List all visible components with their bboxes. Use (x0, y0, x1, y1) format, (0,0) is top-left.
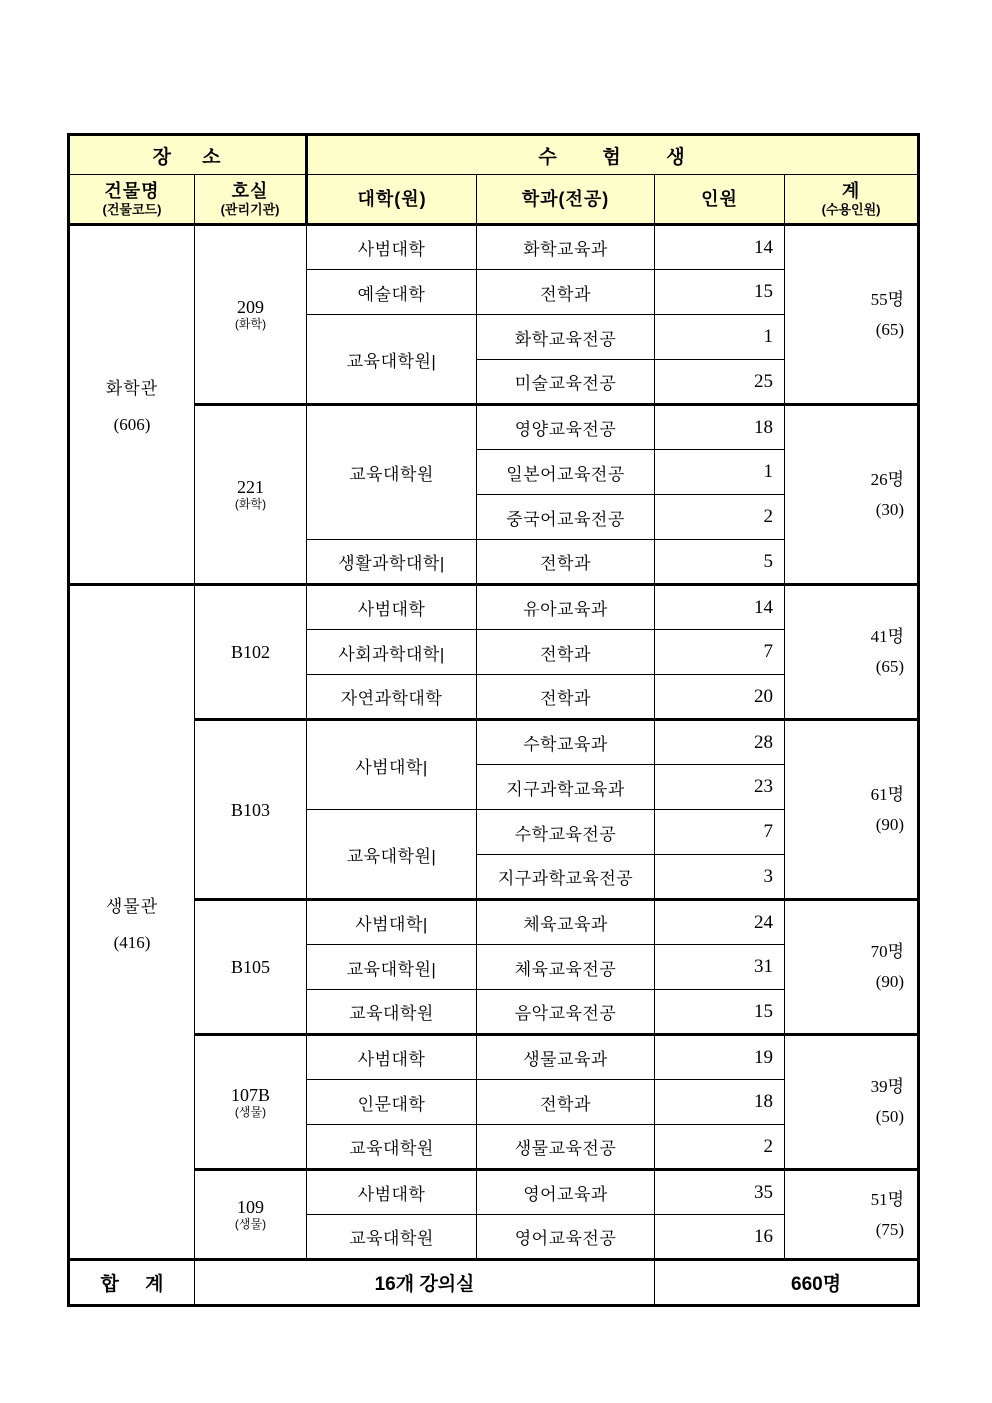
room-total-cell (785, 405, 919, 585)
col-header-room-sub: (관리기관) (220, 201, 280, 217)
room-total: 51명 (870, 1189, 905, 1209)
examinee-count: 25 (754, 370, 774, 392)
examinee-count: 23 (754, 776, 774, 797)
college-cell (307, 945, 477, 990)
college-name: 교육대학원| (346, 959, 437, 979)
col-header-dept-title: 학과(전공) (521, 188, 610, 209)
header-columns-row (69, 175, 919, 225)
count-cell (655, 1215, 785, 1260)
dept-cell (477, 540, 655, 585)
header-group-row (69, 135, 919, 175)
count-cell (655, 225, 785, 270)
room-capacity: (65) (875, 657, 905, 676)
college-name: 사범대학 (357, 240, 426, 259)
examinee-count: 14 (754, 596, 774, 618)
col-header-count (655, 175, 785, 225)
college-cell (307, 675, 477, 720)
examinee-count: 7 (763, 821, 774, 842)
room-total-cell (785, 720, 919, 900)
college-name: 예술대학 (357, 284, 426, 304)
col-header-total-title: 계 (841, 180, 861, 201)
room-total: 41명 (870, 627, 905, 646)
examinee-count: 15 (754, 1000, 774, 1022)
col-header-room-title: 호실 (231, 180, 269, 201)
examinee-count: 18 (754, 416, 774, 438)
room-capacity: (65) (875, 319, 905, 339)
table-row (69, 1035, 919, 1080)
room-total-cell (785, 225, 919, 405)
dept-name: 전학과 (540, 644, 591, 664)
college-cell (307, 540, 477, 585)
dept-name: 전학과 (540, 284, 591, 304)
dept-name: 미술교육전공 (514, 374, 617, 393)
dept-cell (477, 1080, 655, 1125)
dept-name: 생물교육전공 (514, 1139, 617, 1158)
dept-name: 전학과 (540, 689, 591, 708)
table-row (69, 225, 919, 270)
count-cell (655, 1080, 785, 1125)
room-total-cell (785, 1170, 919, 1260)
room-number: 209 (237, 297, 264, 317)
college-cell (307, 720, 477, 810)
college-cell (307, 1215, 477, 1260)
examinee-count: 1 (763, 461, 774, 482)
college-cell (307, 630, 477, 675)
dept-name: 전학과 (540, 1094, 591, 1114)
room-number: B102 (231, 642, 271, 662)
dept-cell (477, 495, 655, 540)
college-cell (307, 315, 477, 405)
count-cell (655, 900, 785, 945)
college-name: 교육대학원 (349, 1229, 434, 1248)
room-total: 61명 (870, 784, 905, 804)
room-number: B103 (231, 799, 271, 820)
count-cell (655, 945, 785, 990)
dept-cell (477, 990, 655, 1035)
room-number: 107B (231, 1084, 271, 1105)
footer-total-label: 합 계 (69, 1260, 195, 1306)
examinee-count: 2 (763, 1135, 774, 1157)
room-cell (195, 585, 307, 720)
college-cell (307, 1170, 477, 1215)
count-cell (655, 630, 785, 675)
college-name: 교육대학원 (349, 465, 434, 484)
room-total: 26명 (870, 469, 905, 489)
dept-cell (477, 855, 655, 900)
count-cell (655, 1035, 785, 1080)
examinee-count: 28 (754, 731, 774, 753)
room-capacity: (75) (875, 1219, 905, 1239)
footer-row (69, 1260, 919, 1306)
examinee-count: 5 (763, 550, 774, 572)
college-name: 사회과학대학| (338, 644, 445, 664)
count-cell (655, 360, 785, 405)
dept-cell (477, 810, 655, 855)
dept-name: 화학교육과 (523, 240, 608, 259)
dept-cell (477, 360, 655, 405)
room-note: (화학) (234, 317, 267, 331)
table-row (69, 585, 919, 630)
room-note: (생물) (234, 1104, 267, 1119)
room-total: 55명 (870, 289, 905, 309)
college-cell (307, 810, 477, 900)
exam-room-assignment-table (67, 133, 920, 1307)
dept-name: 지구과학교육전공 (497, 869, 634, 888)
room-cell (195, 405, 307, 585)
dept-cell (477, 945, 655, 990)
building-cell (69, 225, 195, 585)
college-name: 교육대학원 (349, 1139, 434, 1158)
table-footer (69, 1260, 919, 1306)
dept-name: 체육교육과 (523, 915, 608, 934)
examinee-count: 15 (754, 281, 774, 302)
dept-name: 영양교육전공 (514, 420, 617, 439)
dept-cell (477, 405, 655, 450)
room-total-cell (785, 900, 919, 1035)
college-cell (307, 900, 477, 945)
building-code: (416) (113, 932, 151, 952)
room-capacity: (50) (875, 1107, 905, 1126)
dept-cell (477, 1125, 655, 1170)
room-total-cell (785, 1035, 919, 1170)
room-cell (195, 900, 307, 1035)
count-cell (655, 855, 785, 900)
col-header-college (307, 175, 477, 225)
col-header-count-title: 인원 (701, 188, 738, 209)
dept-name: 일본어교육전공 (506, 464, 625, 484)
dept-name: 화학교육전공 (514, 329, 617, 349)
college-name: 교육대학원 (349, 1004, 434, 1023)
dept-cell (477, 630, 655, 675)
room-cell (195, 1035, 307, 1170)
table-row (69, 405, 919, 450)
room-cell (195, 225, 307, 405)
examinee-count: 14 (754, 236, 774, 258)
col-header-dept (477, 175, 655, 225)
dept-name: 영어교육과 (523, 1185, 608, 1204)
examinee-count: 35 (754, 1181, 774, 1203)
table-row (69, 720, 919, 765)
examinee-count: 2 (763, 506, 774, 527)
dept-cell (477, 1215, 655, 1260)
col-header-building-title: 건물명 (104, 180, 160, 201)
room-total: 39명 (870, 1077, 905, 1096)
count-cell (655, 990, 785, 1035)
dept-name: 수학교육과 (523, 735, 608, 754)
college-name: 사범대학| (355, 915, 428, 934)
room-capacity: (90) (875, 814, 905, 834)
dept-name: 지구과학교육과 (506, 779, 625, 799)
college-name: 인문대학 (357, 1094, 426, 1114)
table-row (69, 900, 919, 945)
examinee-count: 1 (763, 326, 774, 347)
room-cell (195, 1170, 307, 1260)
dept-cell (477, 900, 655, 945)
room-capacity: (90) (875, 972, 905, 991)
building-name: 생물관 (105, 896, 159, 916)
college-cell (307, 1035, 477, 1080)
count-cell (655, 315, 785, 360)
dept-cell (477, 270, 655, 315)
count-cell (655, 720, 785, 765)
count-cell (655, 1125, 785, 1170)
examinee-count: 19 (754, 1046, 774, 1068)
count-cell (655, 675, 785, 720)
dept-name: 영어교육전공 (514, 1229, 617, 1248)
examinee-count: 31 (754, 956, 774, 977)
dept-cell (477, 225, 655, 270)
building-cell (69, 585, 195, 1260)
college-cell (307, 585, 477, 630)
col-header-building-sub: (건물코드) (102, 201, 162, 217)
room-total-cell (785, 585, 919, 720)
header-examinee: 수 험 생 (307, 135, 919, 175)
room-capacity: (30) (875, 499, 905, 519)
header-place: 장 소 (69, 135, 307, 175)
col-header-college-title: 대학(원) (357, 188, 427, 209)
college-cell (307, 1125, 477, 1170)
dept-cell (477, 1035, 655, 1080)
dept-cell (477, 675, 655, 720)
college-cell (307, 1080, 477, 1125)
dept-name: 전학과 (540, 554, 591, 573)
room-number: 109 (237, 1197, 264, 1217)
dept-cell (477, 765, 655, 810)
count-cell (655, 270, 785, 315)
examinee-count: 3 (763, 865, 774, 887)
dept-name: 생물교육과 (523, 1050, 608, 1069)
footer-examinee-total: 660명 (655, 1260, 919, 1306)
dept-cell (477, 315, 655, 360)
count-cell (655, 450, 785, 495)
dept-name: 중국어교육전공 (506, 509, 625, 529)
college-cell (307, 405, 477, 540)
col-header-building (69, 175, 195, 225)
col-header-total (785, 175, 919, 225)
room-note: (생물) (234, 1217, 267, 1231)
college-name: 사범대학| (355, 757, 428, 777)
table-row (69, 1170, 919, 1215)
examinee-count: 7 (763, 641, 774, 662)
table-header (69, 135, 919, 225)
college-name: 사범대학 (357, 600, 426, 619)
count-cell (655, 810, 785, 855)
dept-cell (477, 1170, 655, 1215)
footer-room-count: 16개 강의실 (195, 1260, 655, 1306)
dept-name: 수학교육전공 (514, 824, 617, 844)
college-cell (307, 270, 477, 315)
count-cell (655, 765, 785, 810)
room-total: 70명 (870, 942, 905, 961)
examinee-count: 16 (754, 1225, 774, 1247)
count-cell (655, 495, 785, 540)
college-cell (307, 225, 477, 270)
count-cell (655, 405, 785, 450)
dept-cell (477, 450, 655, 495)
dept-name: 체육교육전공 (514, 959, 617, 979)
col-header-total-sub: (수용인원) (821, 201, 881, 217)
college-cell (307, 990, 477, 1035)
building-code: (606) (113, 415, 151, 434)
room-number: 221 (237, 477, 264, 497)
dept-cell (477, 720, 655, 765)
count-cell (655, 1170, 785, 1215)
count-cell (655, 540, 785, 585)
college-name: 교육대학원| (346, 846, 437, 866)
examinee-count: 18 (754, 1091, 774, 1112)
college-name: 사범대학 (357, 1050, 426, 1069)
college-name: 교육대학원| (346, 351, 437, 371)
col-header-room (195, 175, 307, 225)
room-cell (195, 720, 307, 900)
dept-cell (477, 585, 655, 630)
table-body (69, 225, 919, 1260)
dept-name: 유아교육과 (523, 600, 608, 619)
college-name: 생활과학대학| (338, 554, 445, 573)
room-number: B105 (231, 957, 271, 977)
count-cell (655, 585, 785, 630)
dept-name: 음악교육전공 (514, 1004, 617, 1023)
examinee-count: 24 (754, 911, 774, 933)
college-name: 자연과학대학 (340, 689, 443, 708)
room-note: (화학) (234, 497, 267, 511)
college-name: 사범대학 (357, 1185, 426, 1204)
building-name: 화학관 (105, 379, 159, 398)
examinee-count: 20 (754, 685, 774, 707)
